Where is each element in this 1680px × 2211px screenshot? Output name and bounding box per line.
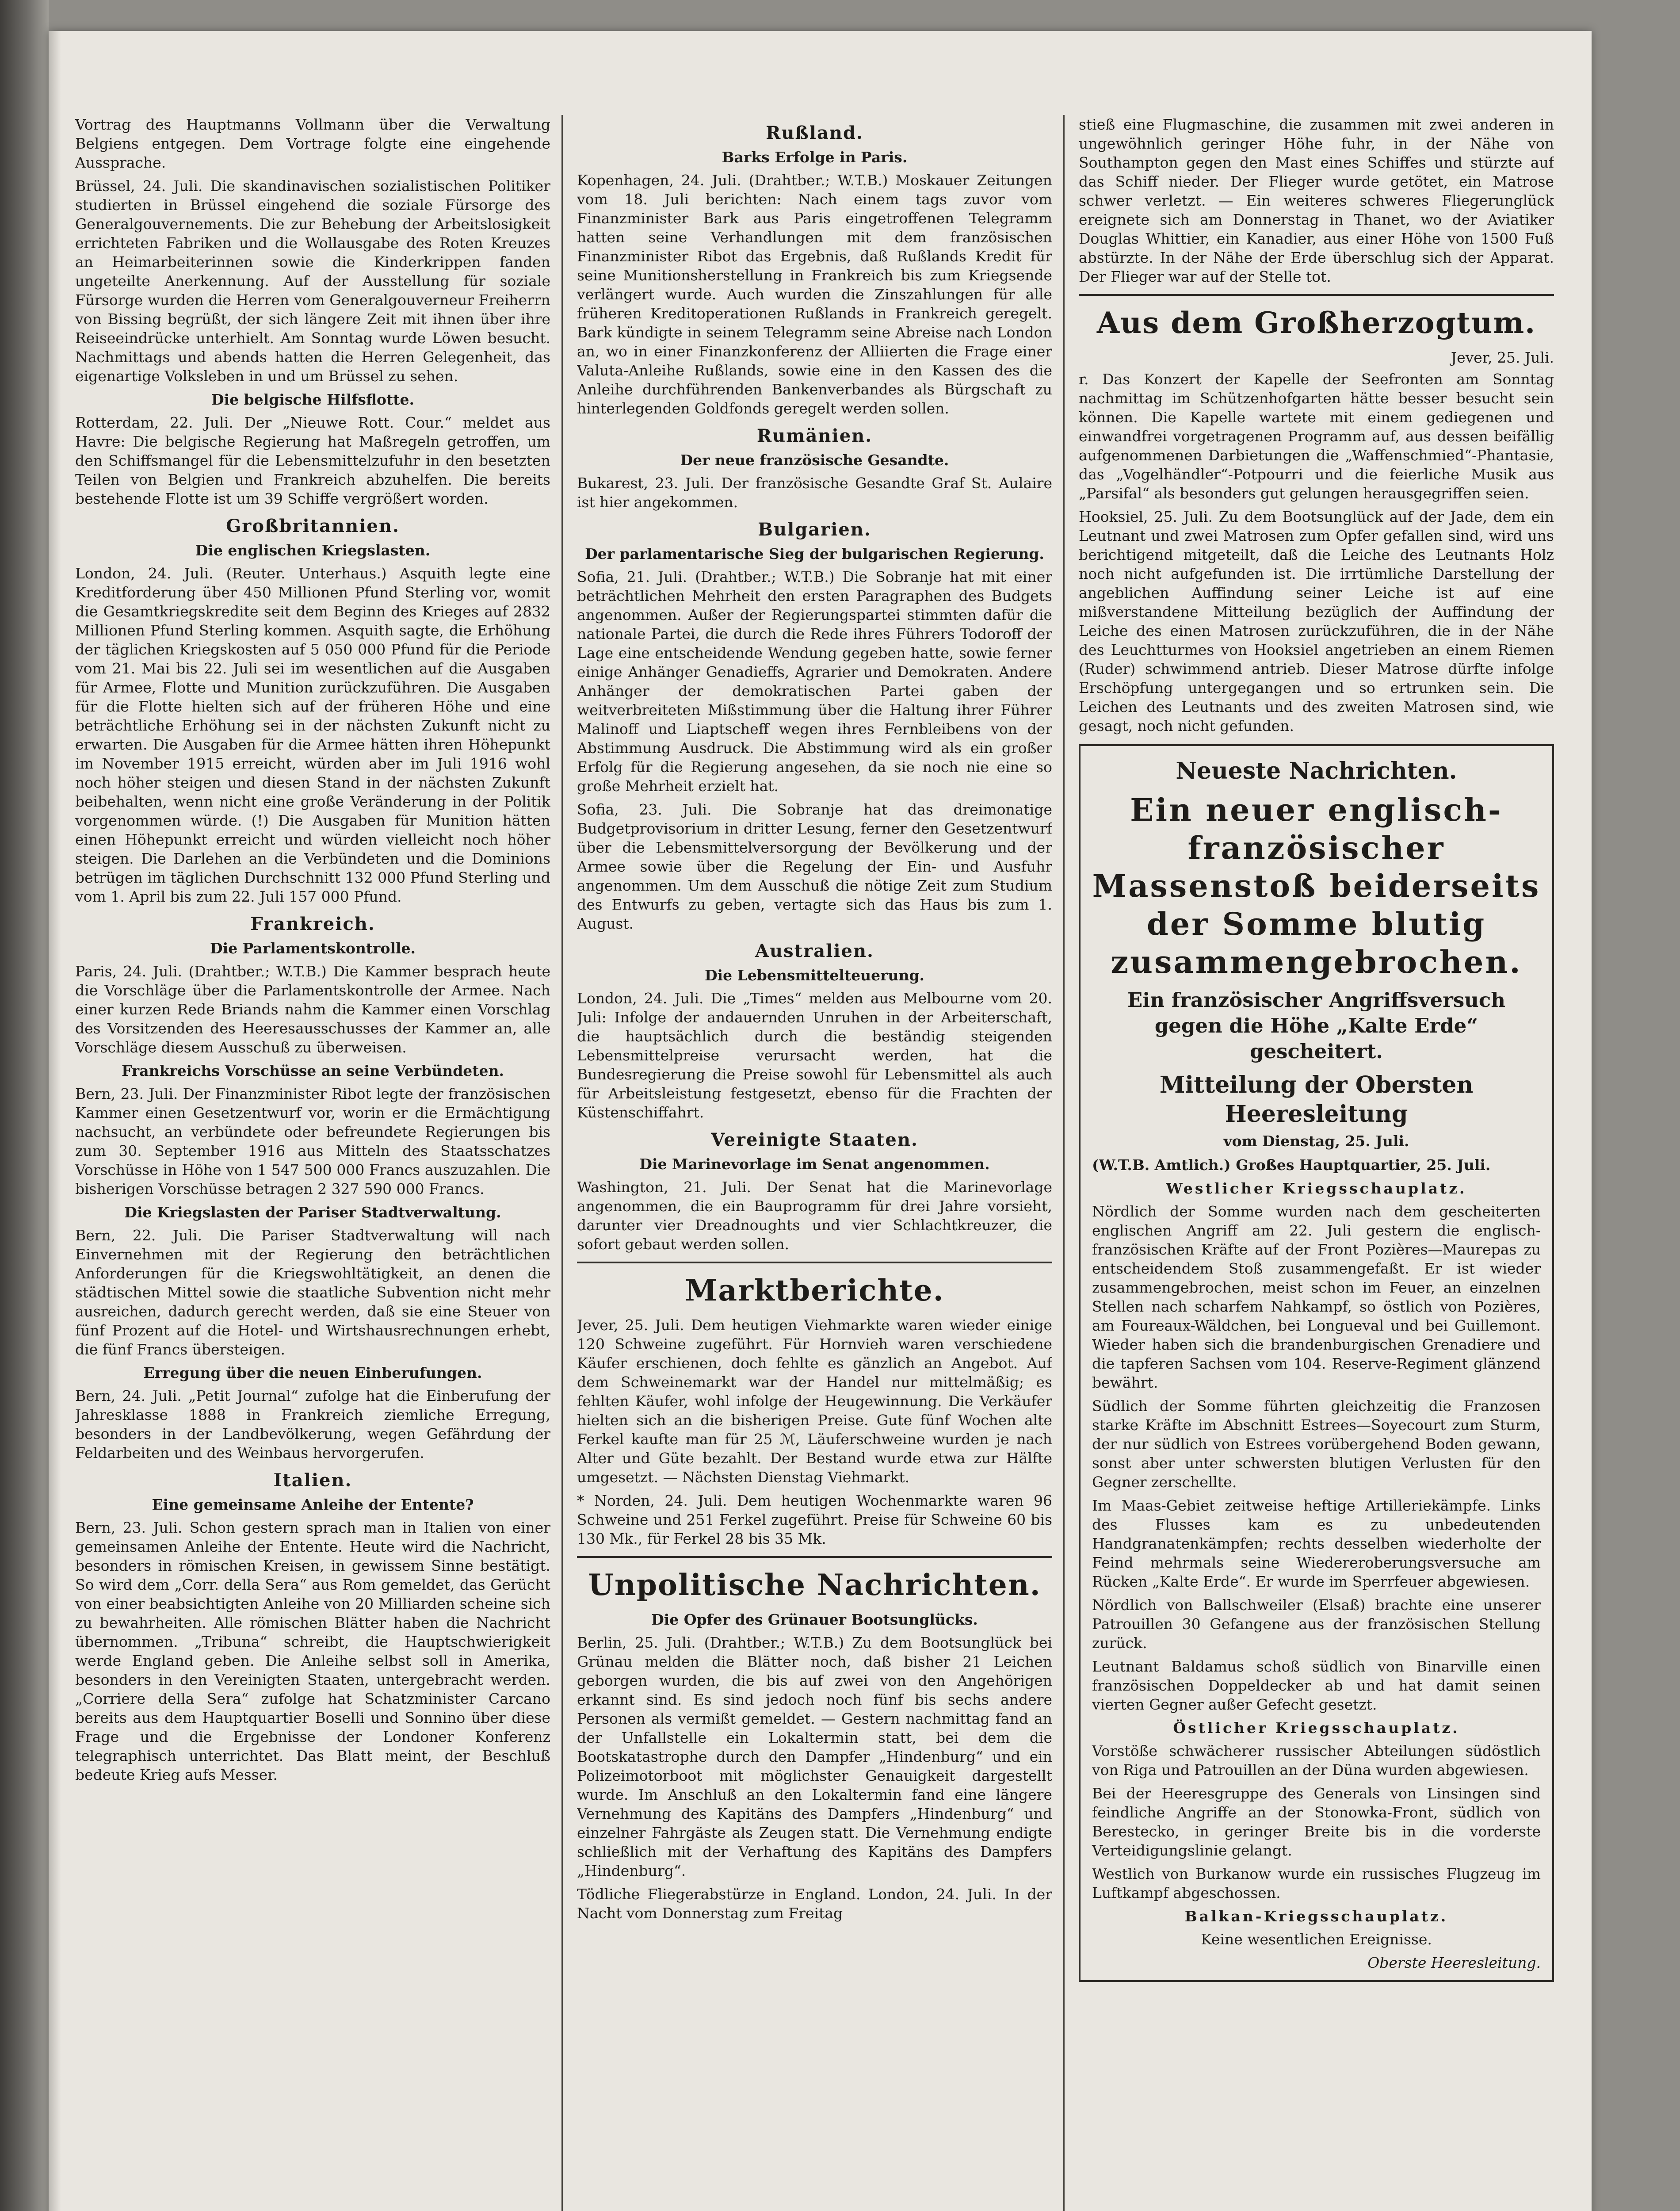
article-sofia-23: Sofia, 23. Juli. Die Sobranje hat das dreimonatige Budgetprovisorium in dritter Lesung, ferner den Gesetzentwurf über die Lebensmittelversorgung der Bevölkerung und der Armee sowie über die Regelung der Ein- und Ausfuhr angenommen. Um dem Ausschuß die nötige Zeit zum Studium des Entwurfs zu geben, vertagte sich das Haus bis zum 1. August. [577, 801, 1052, 932]
heading-franz-gesandte: Der neue französische Gesandte. [680, 451, 949, 469]
report-ballschweiler: Nördlich von Ballschweiler (Elsaß) brachte eine unserer Patrouillen 30 Gefangene aus der französischen Stellung zurück. [1092, 1596, 1541, 1652]
subheadline-kalte-erde: Ein französischer Angriffsversuch gegen die Höhe „Kalte Erde“ gescheitert. [1127, 988, 1505, 1063]
article-washington: Washington, 21. Juli. Der Senat hat die Marinevorlage angenommen, die ein Bauprogramm für drei Jahre vorsieht, darunter vier Dreadnoughts und vier Schlachtkreuzer, die sofort gebaut werden sollen. [577, 1178, 1052, 1253]
article-bukarest: Bukarest, 23. Juli. Der französische Gesandte Graf St. Aulaire ist hier angekommen. [577, 474, 1052, 511]
latest-news-box [1079, 744, 1554, 1982]
column-2 [577, 115, 1052, 2211]
heading-anleihe-entente: Eine gemeinsame Anleihe der Entente? [152, 1496, 474, 1513]
heading-kriegslasten: Die englischen Kriegslasten. [195, 542, 431, 559]
column-3 [1079, 115, 1554, 2211]
headline-somme: Ein neuer englisch-französischer Massenstoß beiderseits der Somme blutig zusammengebrochen. [1092, 792, 1541, 980]
section-frankreich: Frankreich. [250, 914, 375, 934]
section-grossbritannien: Großbritannien. [226, 516, 400, 536]
column-1 [75, 115, 550, 2211]
newspaper-page [49, 31, 1592, 2211]
dateline-jever: Jever, 25. Juli. [1451, 349, 1554, 366]
column-rule-1 [561, 115, 563, 2211]
scan-left-edge [0, 0, 49, 2211]
heading-parlamentskontrolle: Die Parlamentskontrolle. [210, 940, 416, 957]
report-maas: Im Maas-Gebiet zeitweise heftige Artilleriekämpfe. Links des Flusses kam es zu unbedeutenden Handgranatenkämpfen; rechts desselben wiederholte der Feind mehrmals seine Wiedereroberungsversuche am Rücken „Kalte Erde“. Er wurde im Sperrfeuer abgewiesen. [1092, 1497, 1541, 1590]
section-russland: Rußland. [766, 122, 863, 143]
report-baldamus: Leutnant Baldamus schoß südlich von Binarville einen französischen Doppeldecker ab und hat damit seinen vierten Gegner außer Gefecht gesetzt. [1092, 1658, 1541, 1713]
divider [577, 1262, 1052, 1263]
report-balkan: Keine wesentlichen Ereignisse. [1201, 1931, 1432, 1948]
report-somme-nord: Nördlich der Somme wurden nach dem gescheiterten englischen Angriff am 22. Juli gestern die englisch-französischen Kräfte auf der Front Pozières—Maurepas zu entscheidendem Stoß zusammengefaßt. Er ist wieder zusammengebrochen, meist schon im Feuer, an einzelnen Stellen nach scharfem Nahkampf, so östlich von Pozières, am Foureaux-Wäldchen, bei Longueval und bei Guillemont. Wieder haben sich die brandenburgischen Grenadiere und die tapferen Sachsen vom 104. Reserve-Regiment glänzend bewährt. [1092, 1203, 1541, 1391]
heading-vorschuesse: Frankreichs Vorschüsse an seine Verbündeten. [121, 1062, 504, 1079]
binding-strip [49, 31, 61, 2211]
article-bern-ribot: Bern, 23. Juli. Der Finanzminister Ribot legte der französischen Kammer einen Gesetzentwurf vor, worin er die Ermächtigung nachsucht, an verbündete oder befreundete Regierungen bis zum 30. September 1916 aus Mitteln des Staatsschatzes Vorschüsse in Höhe von 1 547 500 000 Francs auszuzahlen. Die bisherigen Vorschüsse betragen 2 327 590 000 Francs. [75, 1085, 550, 1197]
article-verwaltung: Vortrag des Hauptmanns Vollmann über die Verwaltung Belgiens entgegen. Dem Vortrage folgte eine eingehende Aussprache. [75, 116, 550, 171]
article-norden-wochenmarkt: * Norden, 24. Juli. Dem heutigen Wochenmarkte waren 96 Schweine und 251 Ferkel zugeführt. Preise für Schweine 60 bis 130 Mk., für Ferkel 28 bis 35 Mk. [577, 1492, 1052, 1547]
article-hooksiel: Hooksiel, 25. Juli. Zu dem Bootsunglück auf der Jade, dem ein Leutnant und zwei Matrosen zum Opfer gefallen sind, wird uns berichtigend mitgeteilt, daß die Leiche des Leutnants Holz noch nicht aufgefunden ist. Die irrtümliche Darstellung der angeblichen Auffindung seiner Leiche ist auf eine mißverstandene Mitteilung bezüglich der Auffindung der Leiche des einen Matrosen zurückzuführen, die in der Nähe des Leuchtturmes von Hooksiel angetrieben an einem Riemen (Ruder) schwimmend antrieb. Dieser Matrose dürfte infolge Erschöpfung untergegangen und so ertrunken sein. Die Leichen des Leutnants und des zweiten Matrosen sind, wie gesagt, noch nicht gefunden. [1079, 508, 1554, 734]
article-jever-viehmarkt: Jever, 25. Juli. Dem heutigen Viehmarkte waren wieder einige 120 Schweine zugeführt. Für Hornvieh waren verschiedene Käufer erschienen, doch fehlte es gänzlich an Angebot. Auf dem Schweinemarkt war der Handel nur mittelmäßig; es fehlten Käufer, wohl infolge der Heugewinnung. Die Verkäufer hielten sich an die bisherigen Preise. Gute fünf Wochen alte Ferkel kaufte man für 25 ℳ, Läuferschweine wurden je nach Alter und Güte bezahlt. Der Bestand wurde etwa zur Hälfte umgesetzt. — Nächsten Dienstag Viehmarkt. [577, 1316, 1052, 1486]
heading-belgische-hilfsflotte: Die belgische Hilfsflotte. [211, 391, 414, 408]
article-bruessel: Brüssel, 24. Juli. Die skandinavischen sozialistischen Politiker studierten in Brüssel eingehend die soziale Fürsorge des Generalgouvernements. Die zur Behebung der Arbeitslosigkeit errichteten Fabriken und die Wollausgabe des Roten Kreuzes an Heimarbeiterinnen sowie die Kinderkrippen fanden ungeteilte Anerkennung. Auf der Ausstellung für soziale Fürsorge wurden die Herren vom Generalgouverneur Freiherrn von Bissing begrüßt, der sich längere Zeit mit ihnen über ihre Reiseeindrücke unterhielt. Am Sonntag wurde Löwen besucht. Nachmittags und abends hatten die Herren Gelegenheit, das eigenartige Volksleben in und um Brüssel zu sehen. [75, 177, 550, 385]
section-australien: Australien. [755, 941, 874, 961]
heading-ohl-mitteilung: Mitteilung der Obersten Heeresleitung [1159, 1071, 1474, 1128]
article-flieger-continued: stieß eine Flugmaschine, die zusammen mit zwei anderen in ungewöhnlich geringer Höhe fuhr, in der Nähe von Southampton gegen den Mast eines Schiffes und stürzte auf das Schiff nieder. Der Flieger wurde getötet, ein Matrose schwer verletzt. — Ein weiteres schweres Fliegerunglück ereignete sich am Donnerstag in Thanet, wo der Aviatiker Douglas Whittier, ein Kanadier, aus einer Höhe von 1500 Fuß abstürzte. In der Nähe der Erde überschlug sich der Apparat. Der Flieger war auf der Stelle tot. [1079, 116, 1554, 285]
signature-ohl: Oberste Heeresleitung. [1367, 1954, 1541, 1971]
section-rumaenien: Rumänien. [756, 425, 873, 446]
article-konzert-seefronten: r. Das Konzert der Kapelle der Seefronten am Sonntag nachmittag im Schützenhofgarten hätte besser besucht sein können. Die Kapelle wartete mit einem gediegenen und einwandfrei vorgetragenen Programm auf, aus dessen beifällig aufgenommenen Darbietungen die „Waffenschmied“-Phantasie, das „Vogelhändler“-Potpourri und die feierliche Musik aus „Parsifal“ als besonders gut gelungen herausgegriffen seien. [1079, 371, 1554, 502]
section-unpolitische-nachrichten: Unpolitische Nachrichten. [588, 1568, 1041, 1602]
divider [1079, 294, 1554, 296]
heading-lebensmittelteuerung: Die Lebensmittelteuerung. [704, 967, 925, 984]
article-bern-einberufung: Bern, 24. Juli. „Petit Journal“ zufolge hat die Einberufung der Jahresklasse 1888 in Frankreich ziemliche Erregung, besonders in der Landbevölkerung, wegen Gefährdung der Feldarbeiten und des Weinbaus hervorgerufen. [75, 1387, 550, 1461]
column-rule-2 [1063, 115, 1065, 2211]
heading-westlicher-kriegsschauplatz: Westlicher Kriegsschauplatz. [1166, 1180, 1467, 1197]
article-paris-kammer: Paris, 24. Juli. (Drahtber.; W.T.B.) Die Kammer besprach heute die Vorschläge über die Parlamentskontrolle der Armee. Nach einer kurzen Rede Briands nahm die Kammer einen Vorschlag des Vorsitzenden des Heeresausschusses der Kammer an, alle Vorschläge diesem Ausschuß zu überweisen. [75, 963, 550, 1056]
report-linsingen: Bei der Heeresgruppe des Generals von Linsingen sind feindliche Angriffe an der Stonowka-Front, südlich von Berestecko, in geringer Breite bis in die vorderste Verteidigungslinie gelangt. [1092, 1785, 1541, 1859]
ohl-date: vom Dienstag, 25. Juli. [1223, 1132, 1409, 1150]
section-vereinigte-staaten: Vereinigte Staaten. [711, 1129, 918, 1150]
heading-pariser-stadtverwaltung: Die Kriegslasten der Pariser Stadtverwaltung. [124, 1204, 501, 1221]
section-marktberichte: Marktberichte. [685, 1273, 944, 1308]
heading-einberufungen: Erregung über die neuen Einberufungen. [143, 1364, 482, 1381]
heading-parlamentarischer-sieg: Der parlamentarische Sieg der bulgarischen Regierung. [585, 545, 1044, 562]
divider [577, 1556, 1052, 1558]
article-berlin-gruenau: Berlin, 25. Juli. (Drahtber.; W.T.B.) Zu dem Bootsunglück bei Grünau melden die Blätter noch, daß bisher 21 Leichen geborgen wurden, die bis auf zwei von den Angehörigen erkannt sind. Es sind jedoch noch fünf bis sechs andere Personen als vermißt gemeldet. — Gestern nachmittag fand an der Unfallstelle ein Lokaltermin statt, bei dem die Bootskatastrophe durch den Dampfer „Hindenburg“ und ein Polizeimotorboot mit möglichster Genauigkeit dargestellt wurde. Im Anschluß an den Lokaltermin fand eine längere Vernehmung des Kapitäns des Dampfers „Hindenburg“ und einzelner Fahrgäste als Zeugen statt. Die Vernehmung endigte schließlich mit der Verhaftung des Kapitäns des Dampfers „Hindenburg“. [577, 1634, 1052, 1879]
article-kopenhagen: Kopenhagen, 24. Juli. (Drahtber.; W.T.B.) Moskauer Zeitungen vom 18. Juli berichten: Nach einem tags zuvor vom Finanzminister Bark aus Paris eingetroffenen Telegramm hatten seine Verhandlungen mit dem französischen Finanzminister Ribot das Ergebnis, daß Rußlands Kredit für seine Munitionsherstellung in Frankreich bis zum Kriegsende verlängert wurde. Auch wurden die Zinszahlungen für alle früheren Kreditoperationen Rußlands in Frankreich geregelt. Bark kündigte in seinem Telegramm seine Abreise nach London an, wo in einer Finanzkonferenz der Alliierten die Frage einer Valuta-Anleihe Rußlands, sowie eine in den Kassen des die Anleihe durchführenden Bankenverbandes als Bürgschaft zu hinterlegenden Goldfonds geregelt werden sollen. [577, 172, 1052, 417]
article-rotterdam: Rotterdam, 22. Juli. Der „Nieuwe Rott. Cour.“ meldet aus Havre: Die belgische Regierung hat Maßregeln getroffen, um den Schiffsmangel für die Lebensmittelzufuhr in den besetzten Teilen von Belgien und Frankreich abzuhelfen. Die bereits bestehende Flotte ist um 39 Schiffe vergrößert worden. [75, 414, 550, 507]
heading-marinevorlage: Die Marinevorlage im Senat angenommen. [639, 1155, 990, 1173]
section-bulgarien: Bulgarien. [758, 519, 871, 540]
article-london-asquith: London, 24. Juli. (Reuter. Unterhaus.) Asquith legte eine Kreditforderung über 450 Millionen Pfund Sterling vor, womit die Gesamtkriegskredite seit dem Beginn des Krieges auf 2832 Millionen Pfund Sterling kommen. Asquith sagte, die Erhöhung der täglichen Kriegskosten auf 5 050 000 Pfund für die Periode vom 21. Mai bis 22. Juli sei im wesentlichen auf die Ausgaben für Armee, Flotte und Munition zurückzuführen. Die Ausgaben für die Flotte hielten sich auf der früheren Höhe und eine beträchtliche Erhöhung sei in der nächsten Zukunft nicht zu erwarten. Die Ausgaben für die Armee hätten ihren Höhepunkt im November 1915 erreicht, würden aber im Juli 1916 wohl noch höher steigen und diesen Stand in der nächsten Zukunft beibehalten, wenn nicht eine große Veränderung in der Politik vorgenommen würde. (!) Die Ausgaben für Munition hätten einen Höhepunkt erreicht und würden vielleicht noch höher steigen. Die Darlehen an die Verbündeten und die Dominions betrügen im täglichen Durchschnitt 132 000 Pfund Sterling und vom 1. April bis zum 22. Juli 157 000 Pfund. [75, 565, 550, 905]
article-london-melbourne: London, 24. Juli. Die „Times“ melden aus Melbourne vom 20. Juli: Infolge der andauernden Unruhen in der Arbeiterschaft, die hauptsächlich durch die beständig steigenden Lebensmittelpreise verursacht werden, hat die Bundesregierung die Preise sowohl für Lebensmittel als auch für Arbeitsleistung festgesetzt, ebenso für die Frachten der Küstenschiffahrt. [577, 990, 1052, 1121]
report-riga: Vorstöße schwächerer russischer Abteilungen südöstlich von Riga und Patrouillen an der Düna wurden abgewiesen. [1092, 1742, 1541, 1779]
article-fliegerabstuerze: Tödliche Fliegerabstürze in England. London, 24. Juli. In der Nacht vom Donnerstag zum Freitag [577, 1886, 1052, 1922]
section-grossherzogtum: Aus dem Großherzogtum. [1096, 306, 1536, 340]
heading-gruenauer-bootsunglueck: Die Opfer des Grünauer Bootsunglücks. [651, 1611, 978, 1628]
heading-balkan-kriegsschauplatz: Balkan-Kriegsschauplatz. [1184, 1908, 1448, 1925]
report-somme-sued: Südlich der Somme führten gleichzeitig die Franzosen starke Kräfte im Abschnitt Estrees—Soyecourt zum Sturm, der nur südlich von Estrees vorübergehend Boden gewann, sonst aber unter schwersten blutigen Verlusten für den Gegner zerschellte. [1092, 1397, 1541, 1491]
article-bern-steuer: Bern, 22. Juli. Die Pariser Stadtverwaltung will nach Einvernehmen mit der Regierung den beträchtlichen Anforderungen für die Kriegswohltätigkeit, an denen die städtischen Mittel sowie die staatliche Subvention nicht mehr ausreichen, dadurch gerecht werden, daß sie eine Steuer von fünf Prozent auf die Hotel- und Wirtshausrechnungen erhebt, die fünf Francs übersteigen. [75, 1227, 550, 1358]
heading-oestlicher-kriegsschauplatz: Östlicher Kriegsschauplatz. [1173, 1719, 1460, 1737]
article-bern-anleihe: Bern, 23. Juli. Schon gestern sprach man in Italien von einer gemeinsamen Anleihe der Entente. Heute wird die Nachricht, besonders in römischen Kreisen, in gewissem Sinne bestätigt. So wird dem „Corr. della Sera“ aus Rom gemeldet, das Gerücht von einer beabsichtigten Anleihe von 20 Milliarden scheine sich zu bewahrheiten. Alle römischen Blätter haben die Nachricht übernommen. „Tribuna“ schreibt, die Hauptschwierigkeit werde England geben. Die Anleihe selbst soll in Amerika, besonders in den Vereinigten Staaten, untergebracht werden. „Corriere della Sera“ zufolge hat Schatzminister Carcano bereits aus dem Hauptquartier Boselli und Sonnino über diese Frage und die Ergebnisse der Londoner Konferenz telegraphisch unterrichtet. Das Blatt meint, der Beschluß bedeute Krieg aufs Messer. [75, 1519, 550, 1783]
latest-news-title: Neueste Nachrichten. [1176, 757, 1457, 784]
report-burkanow: Westlich von Burkanow wurde ein russisches Flugzeug im Luftkampf abgeschossen. [1092, 1865, 1541, 1901]
article-sofia-21: Sofia, 21. Juli. (Drahtber.; W.T.B.) Die Sobranje hat mit einer beträchtlichen Mehrheit den ersten Paragraphen des Budgets angenommen. Außer der Regierungspartei stimmten dafür die nationale Partei, die durch die Rede ihres Führers Todoroff der Lage eine entscheidende Wendung gegeben hatte, sowie ferner einige Anhänger Genadieffs, Agrarier und Demokraten. Andere Anhänger der demokratischen Partei gaben der weitverbreiteten Mißstimmung über die Haltung ihrer Führer Malinoff und Liaptscheff wegen ihres Fernbleibens von der Abstimmung Ausdruck. Die Abstimmung wird als ein großer Erfolg für die Regierung angesehen, da sie noch nie eine so große Mehrheit erzielt hat. [577, 568, 1052, 795]
ohl-source: (W.T.B. Amtlich.) Großes Hauptquartier, 25. Juli. [1092, 1156, 1491, 1174]
heading-barks-erfolge: Barks Erfolge in Paris. [722, 149, 908, 166]
section-italien: Italien. [273, 1470, 352, 1491]
